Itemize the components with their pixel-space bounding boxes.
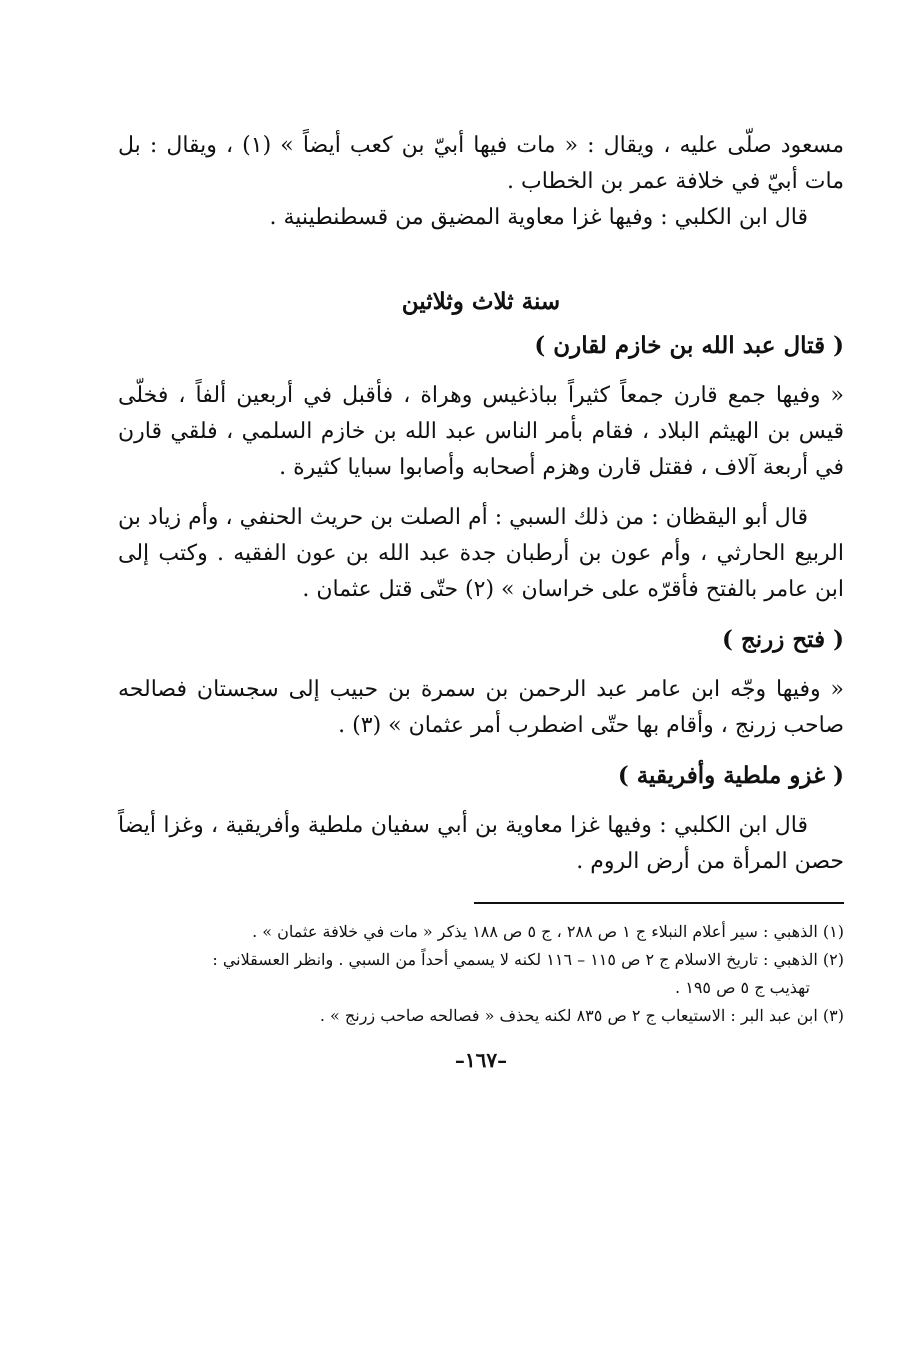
- paragraph-qarin-2: قال أبو اليقظان : من ذلك السبي : أم الصلت بن حريث الحنفي ، وأم زياد بن الربيع الحارثي ، وأم عون بن أرطبان جدة عبد الله بن عون الفقيه . وكتب إلى ابن عامر بالفتح فأقرّه على خراسان » (٢) حتّى قتل عثمان .: [118, 505, 844, 602]
- page-body: [118, 128, 844, 1072]
- footnote-divider: [474, 902, 844, 904]
- paragraph-kalbi-1: قال ابن الكلبي : وفيها غزا معاوية المضيق من قسطنطينية .: [269, 205, 808, 230]
- paragraph-zaranj: « وفيها وجّه ابن عامر عبد الرحمن بن سمرة بن حبيب إلى سجستان فصالحه صاحب زرنج ، وأقام بها حتّى اضطرب أمر عثمان » (٣) .: [118, 677, 844, 738]
- section-heading-malatya: ( غزو ملطية وأفريقية ): [617, 762, 844, 789]
- footnote-1: (١) الذهبي : سير أعلام النبلاء ج ١ ص ٢٨٨ ، ج ٥ ص ١٨٨ يذكر « مات في خلافة عثمان » .: [252, 922, 844, 941]
- paragraph-malatya: قال ابن الكلبي : وفيها غزا معاوية بن أبي سفيان ملطية وأفريقية ، وغزا أيضاً حصن المرأة من أرض الروم .: [118, 813, 844, 874]
- year-heading: سنة ثلاث وثلاثين: [401, 288, 561, 315]
- paragraph-continued: مسعود صلّى عليه ، ويقال : « مات فيها أبيّ بن كعب أيضاً » (١) ، ويقال : بل مات أبيّ في خلافة عمر بن الخطاب .: [118, 133, 844, 194]
- section-heading-zaranj: ( فتح زرنج ): [721, 626, 844, 653]
- footnote-3: (٣) ابن عبد البر : الاستيعاب ج ٢ ص ٨٣٥ لكنه يحذف « فصالحه صاحب زرنج » .: [319, 1006, 844, 1025]
- paragraph-qarin-1: « وفيها جمع قارن جمعاً كثيراً بباذغيس وهراة ، فأقبل في أربعين ألفاً ، فخلّى قيس بن الهيثم البلاد ، فقام بأمر الناس عبد الله بن خازم السلمي ، فلقي قارن في أربعة آلاف ، فقتل قارن وهزم أصحابه وأصابوا سبايا كثيرة .: [118, 383, 844, 480]
- page-number: –١٦٧–: [454, 1048, 508, 1072]
- footnote-2: [118, 946, 844, 1002]
- section-heading-qarin: ( قتال عبد الله بن خازم لقارن ): [534, 332, 844, 359]
- footnote-2-line-1: (٢) الذهبي : تاريخ الاسلام ج ٢ ص ١١٥ – ١١٦ لكنه لا يسمي أحداً من السبي . وانظر العسقلاني :: [212, 950, 844, 969]
- footnote-2-line-2: تهذيب ج ٥ ص ١٩٥ .: [675, 978, 810, 997]
